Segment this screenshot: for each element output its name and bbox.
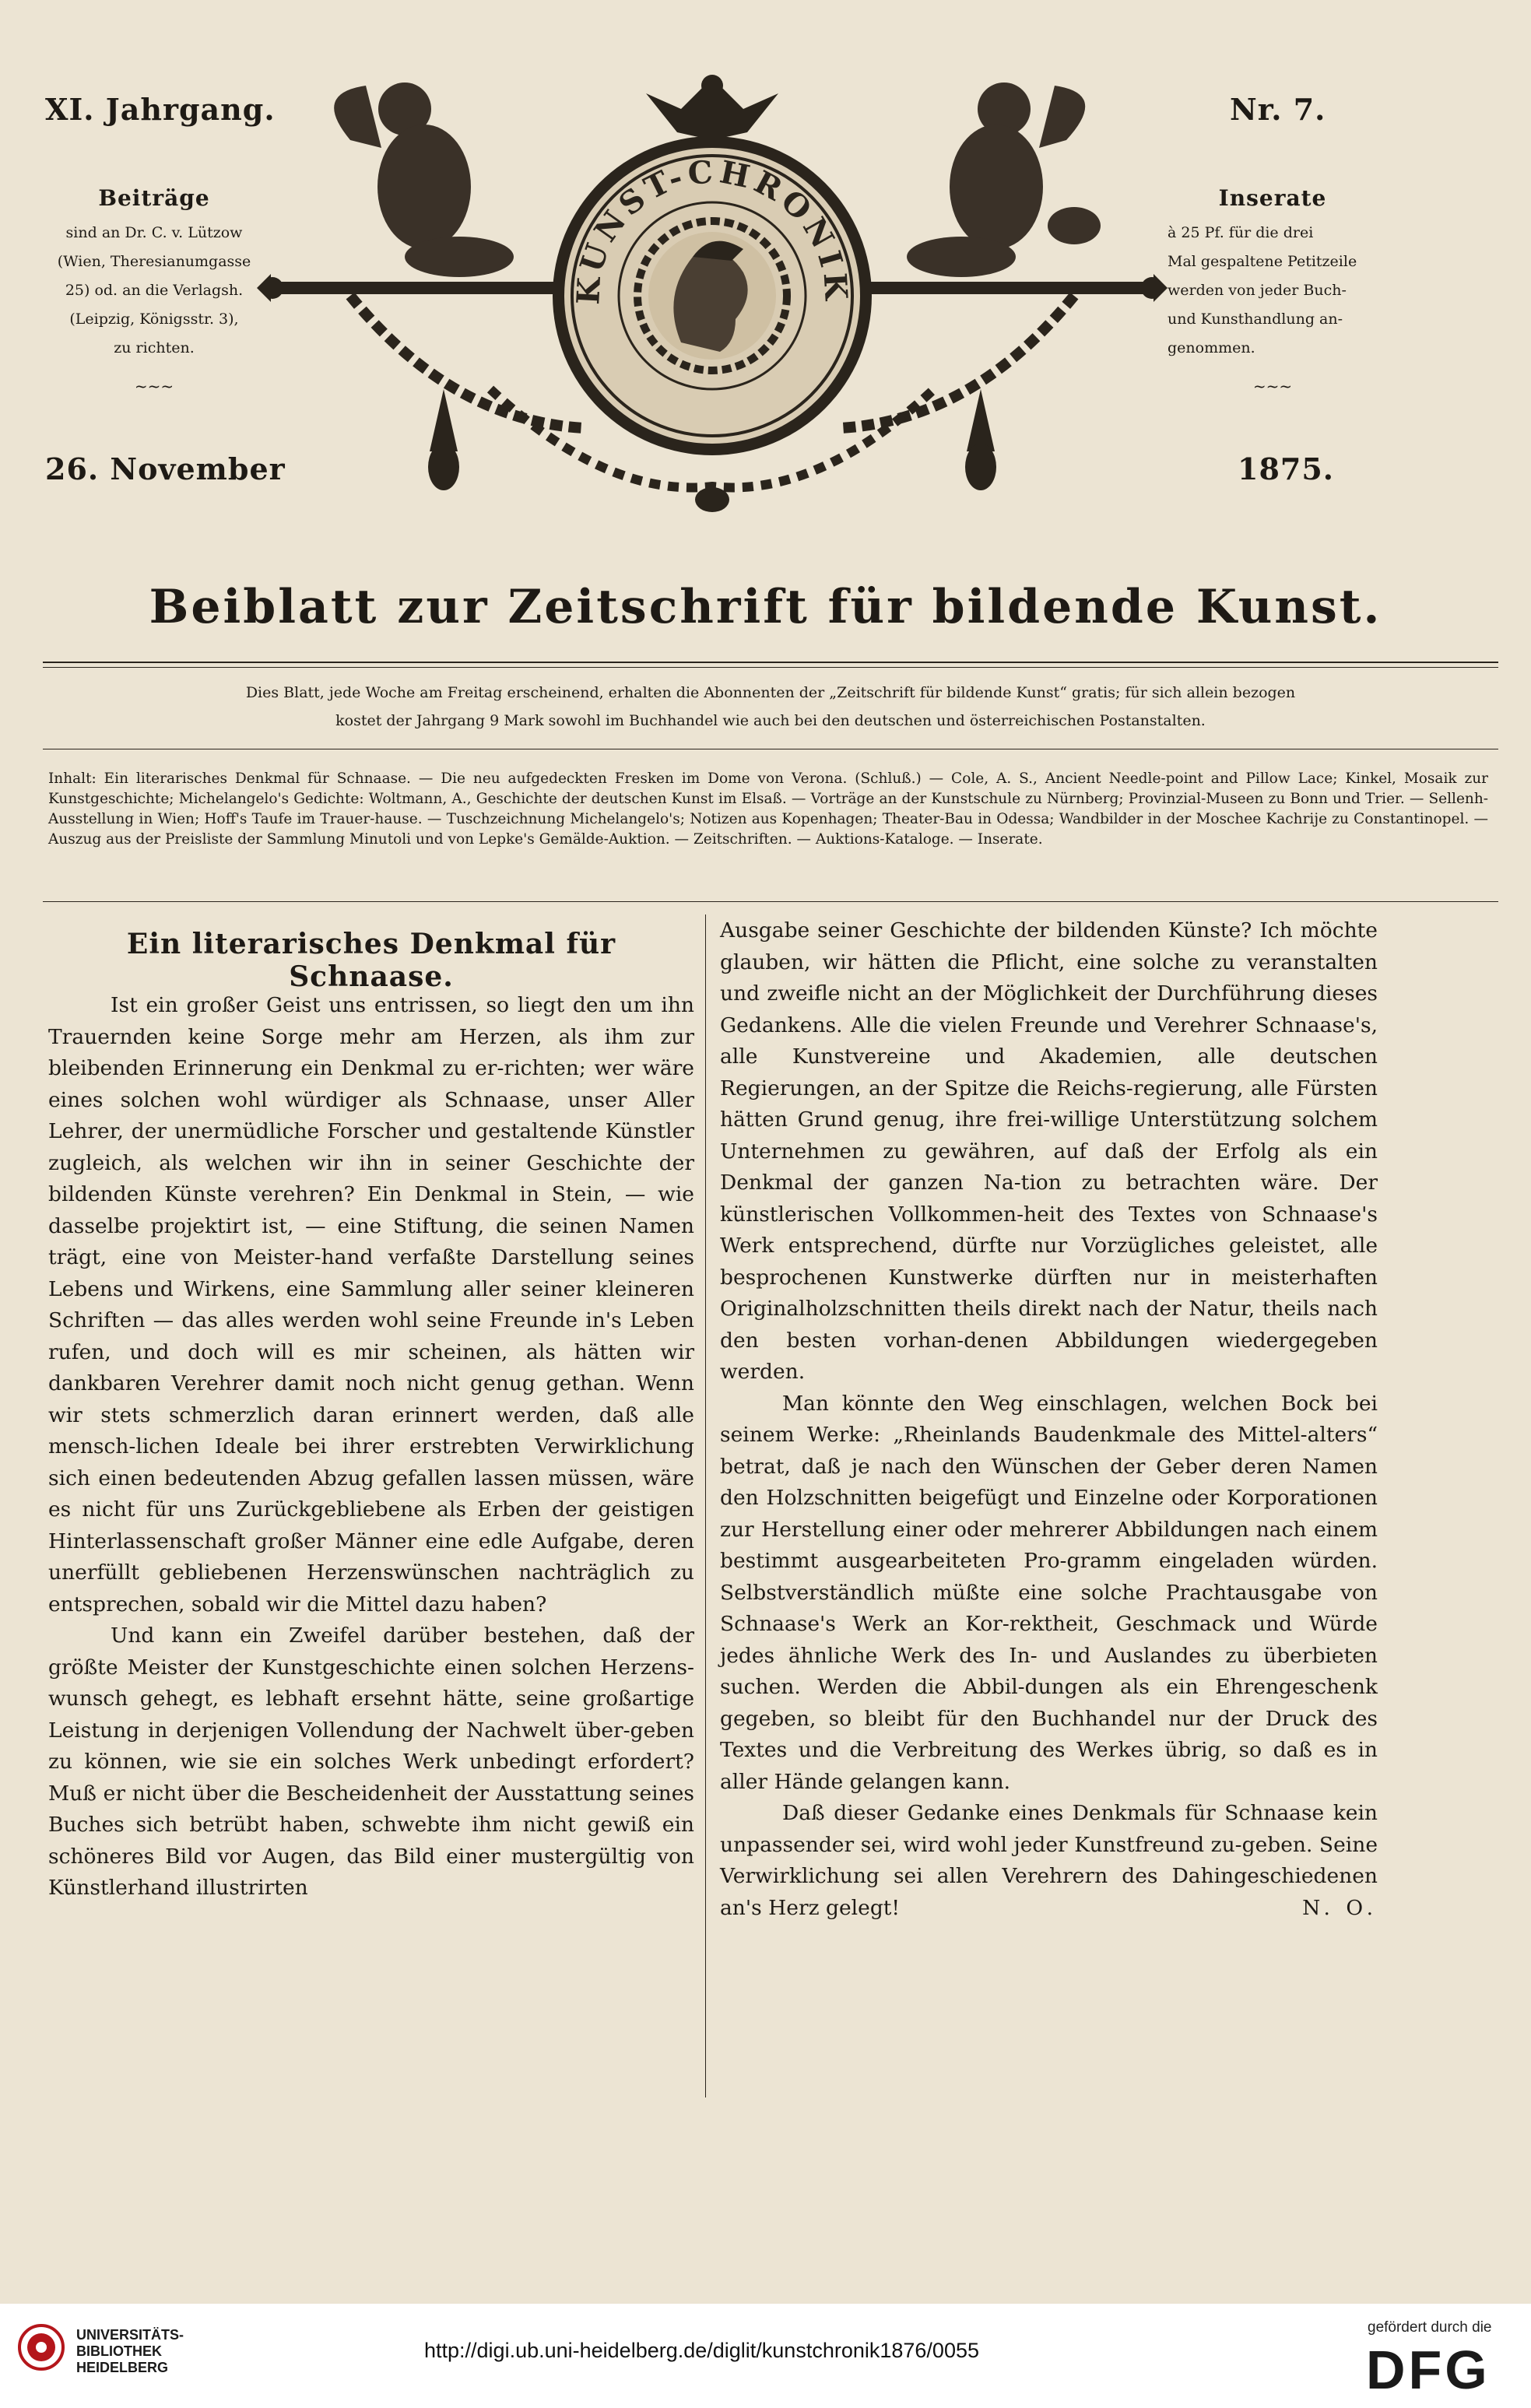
emblem-title-text: KUNST-CHRONIK <box>570 153 855 306</box>
funded-by-label: gefördert durch die <box>1368 2319 1492 2336</box>
issue-number: Nr. 7. <box>1230 92 1326 127</box>
issue-date: 26. November <box>45 451 286 486</box>
advertisements-line: Mal gespaltene Petitzeile <box>1168 253 1357 270</box>
ornament-tilde: ~~~ <box>134 377 174 395</box>
paragraph <box>720 1798 1378 1924</box>
library-name-line: BIBLIOTHEK <box>76 2343 162 2359</box>
contributions-line: zu richten. <box>114 339 195 356</box>
source-url[interactable]: http://digi.ub.uni-heidelberg.de/diglit/kunstchronik1876/0055 <box>424 2339 979 2362</box>
column-divider <box>705 914 706 2097</box>
issue-year: 1875. <box>1238 451 1334 486</box>
subscription-notice-line: Dies Blatt, jede Woche am Freitag erscheinend, erhalten die Abonnenten der „Zeitschrift für bildende Kunst“ gratis; für sich allein bezogen <box>245 684 1296 701</box>
contributions-text <box>45 219 263 363</box>
advertisements-line: werden von jeder Buch- <box>1168 282 1347 299</box>
paragraph-text: Daß dieser Gedanke eines Denkmals für Schnaase kein unpassender sei, wird wohl jeder Kunstfreund zu-geben. Seine Verwirklichung sei allen Verehrern des Dahingeschiedenen an's Herz gelegt! <box>720 1801 1378 1920</box>
article-column-left <box>48 990 694 1904</box>
advertisements-line: à 25 Pf. für die drei <box>1168 224 1314 241</box>
contributions-heading: Beiträge <box>98 185 210 211</box>
library-name <box>76 2327 184 2376</box>
double-rule-top <box>43 662 1498 663</box>
contributions-line: 25) od. an die Verlagsh. <box>65 282 244 299</box>
double-rule-bottom <box>43 667 1498 668</box>
subscription-notice-line: kostet der Jahrgang 9 Mark sowohl im Buchhandel wie auch bei den deutschen und österreichischen Postanstalten. <box>335 712 1206 729</box>
article-title: Ein literarisches Denkmal für Schnaase. <box>126 928 616 993</box>
rule <box>43 901 1498 902</box>
contributions-line: (Leipzig, Königsstr. 3), <box>69 311 239 328</box>
advertisements-text <box>1168 219 1378 363</box>
paragraph: Ist ein großer Geist uns entrissen, so liegt den um ihn Trauernden keine Sorge mehr am Herzen, als ihm zur bleibenden Erinnerung ein Denkmal zu er-richten; wer wäre eines solchen wohl würdiger als Schnaase, unser Aller Lehrer, der unermüdliche Forscher und gestaltende Künstler zugleich, als welchen wir ihn in seiner Geschichte der bildenden Künste verehren? Ein Denkmal in Stein, — wie dasselbe projektirt ist, — eine Stiftung, die seinen Namen trägt, eine von Meister-hand verfaßte Darstellung seines Lebens und Wirkens, eine Sammlung aller seiner kleineren Schriften — das alles werden wohl seine Freunde in's Leben rufen, und doch will es mir scheinen, als hätten wir dankbaren Verehrer damit noch nicht genug gethan. Wenn wir stets schmerzlich daran erinnert werden, daß alle mensch-lichen Ideale bei ihrer erstrebten Verwirklichung sich einen bedeutenden Abzug gefallen lassen müssen, wäre es nicht für uns Zurückgebliebene als Erben der geistigen Hinterlassenschaft großer Männer eine edle Aufgabe, deren unerfüllt gebliebenen Herzenswünschen nachträglich zu entsprechen, sobald wir die Mittel dazu haben? <box>48 993 694 1616</box>
contributions-line: sind an Dr. C. v. Lützow <box>65 224 243 241</box>
paragraph: Und kann ein Zweifel darüber bestehen, daß der größte Meister der Kunstgeschichte einen solchen Herzens-wunsch gehegt, es lebhaft ersehnt hätte, seine großartige Leistung in derjenigen Vollendung der Nachwelt über-geben zu können, wie sie ein solches Werk unbedingt erfordert? Muß er nicht über die Bescheidenheit der Ausstattung seines Buches sich betrübt haben, schwebte ihm nicht gewiß ein schöneres Bild vor Augen, das Bild einer mustergültig von Künstlerhand illustrirten <box>48 1623 694 1900</box>
contributions-box <box>45 185 263 395</box>
volume-label: XI. Jahrgang. <box>45 92 276 127</box>
table-of-contents: Inhalt: Ein literarisches Denkmal für Schnaase. — Die neu aufgedeckten Fresken im Dome von Verona. (Schluß.) — Cole, A. S., Ancient Needle-point and Pillow Lace; Kinkel, Mosaik zur Kunstgeschichte; Michelangelo's Gedichte: Woltmann, A., Geschichte der deutschen Kunst im Elsaß. — Vorträge an der Kunstschule zu Nürnberg; Provinzial-Museen zu Bonn und Trier. — Sellenh-Ausstellung in Wien; Hoff's Taufe im Trauer-hause. — Tuschzeichnung Michelangelo's; Notizen aus Kopenhagen; Theater-Bau in Odessa; Wandbilder in der Moschee Kachrije zu Constantinopel. — Auszug aus der Preisliste der Sammlung Minutoli und von Lepke's Gemälde-Auktion. — Zeitschriften. — Auktions-Kataloge. — Inserate. <box>48 770 1488 848</box>
article-column-right <box>720 915 1378 1924</box>
signature: N. O. <box>1302 1895 1378 1920</box>
ornament-tilde: ~~~ <box>1252 377 1293 395</box>
advertisements-heading: Inserate <box>1218 185 1327 211</box>
advertisements-line: und Kunsthandlung an- <box>1168 311 1343 328</box>
advertisements-box <box>1168 185 1378 395</box>
subtitle: Beiblatt zur Zeitschrift für bildende Kunst. <box>149 580 1382 634</box>
paragraph: Man könnte den Weg einschlagen, welchen Bock bei seinem Werke: „Rheinlands Baudenkmale des Mittel-alters“ betrat, daß je nach den Wünschen der Geber deren Namen den Holzschnitten beigefügt und Einzelne oder Korporationen zur Herstellung einer oder mehrerer Abbildungen nach einem bestimmt ausgearbeiteten Pro-gramm eingeladen würden. Selbstverständlich müßte eine solche Prachtausgabe von Schnaase's Werk an Kor-rektheit, Geschmack und Würde jedes ähnliche Werk des In- und Auslandes zu überbieten suchen. Werden die Abbil-dungen als ein Ehrengeschenk gegeben, so bleibt für den Buchhandel nur der Druck des Textes und die Verbreitung des Werkes übrig, so daß es in aller Hände gelangen kann. <box>720 1391 1378 1794</box>
dfg-logo: DFG <box>1366 2340 1491 2400</box>
library-name-line: UNIVERSITÄTS- <box>76 2327 184 2343</box>
advertisements-line: genommen. <box>1168 339 1255 356</box>
subscription-notice <box>62 679 1479 735</box>
paragraph: Ausgabe seiner Geschichte der bildenden Künste? Ich möchte glauben, wir hätten die Pflicht, eine solche zu veranstalten und zweifle nicht an der Möglichkeit der Durchführung dieses Gedankens. Alle die vielen Freunde und Verehrer Schnaase's, alle Kunstvereine und Akademien, alle deutschen Regierungen, an der Spitze die Reichs-regierung, alle Fürsten hätten Grund genug, ihre frei-willige Unterstützung solchem Unternehmen zu gewähren, auf daß der Erfolg als ein Denkmal der ganzen Na-tion zu betrachten wäre. Der künstlerischen Vollkommen-heit des Textes von Schnaase's Werk entsprechend, dürfte nur Vorzügliches geleistet, alle besprochenen Kunstwerke dürften nur in meisterhaften Originalholzschnitten theils direkt nach der Natur, theils nach den besten vorhan-denen Abbildungen wiedergegeben werden. <box>720 918 1378 1384</box>
footer <box>0 2304 1531 2408</box>
contributions-line: (Wien, Theresianumgasse <box>57 253 251 270</box>
university-seal-icon <box>17 2321 65 2375</box>
kunst-chronik-emblem <box>257 62 1168 545</box>
library-name-line: HEIDELBERG <box>76 2360 169 2375</box>
